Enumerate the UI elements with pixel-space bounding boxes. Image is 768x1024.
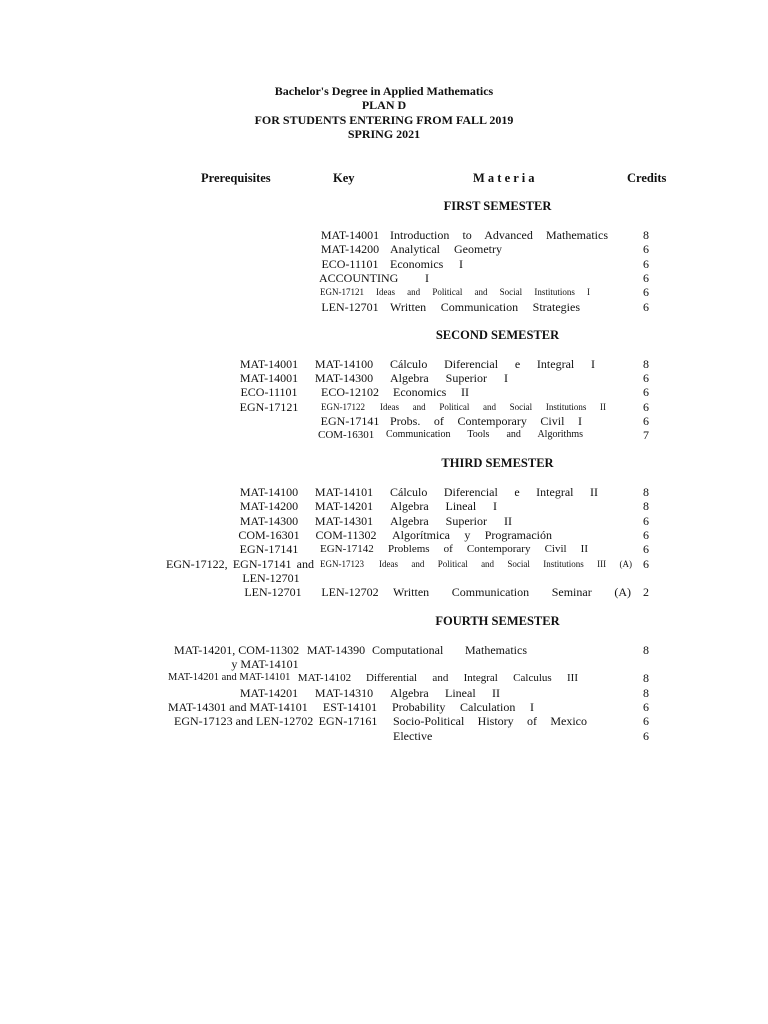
course-key: MAT-14390 <box>306 643 366 657</box>
course-row <box>0 242 768 256</box>
course-credits: 6 <box>643 271 649 285</box>
course-prereq: EGN-17122, EGN-17141 and <box>166 557 314 571</box>
course-key: MAT-14001 <box>320 228 380 242</box>
course-credits: 6 <box>643 385 649 399</box>
course-key: MAT-14101 <box>314 485 374 499</box>
course-prereq: EGN-17121 <box>239 400 299 414</box>
course-row <box>0 385 768 399</box>
course-credits: 8 <box>643 671 649 685</box>
course-title: Ideas and Political and Social Institutions II <box>380 402 606 412</box>
course-row <box>0 400 768 414</box>
course-row <box>0 542 768 556</box>
course-key: LEN-12701 <box>321 300 379 314</box>
course-row <box>0 357 768 371</box>
col-prerequisites: Prerequisites <box>201 171 271 185</box>
course-prereq-continued: y MAT-14101 <box>231 657 299 671</box>
course-credits: 8 <box>643 228 649 242</box>
course-prereq: COM-16301 <box>238 528 300 542</box>
course-title: Elective <box>393 729 433 743</box>
course-row <box>0 729 768 743</box>
course-title: Introduction to Advanced Mathematics <box>390 228 608 242</box>
course-key: EST-14101 <box>322 700 378 714</box>
course-credits: 6 <box>643 714 649 728</box>
course-credits: 6 <box>643 557 649 571</box>
col-materia: M a t e r i a <box>473 171 535 185</box>
course-credits: 6 <box>643 285 649 299</box>
course-credits: 6 <box>643 514 649 528</box>
course-title: Ideas and Political and Social Institutions I <box>376 287 590 297</box>
course-row <box>0 257 768 271</box>
course-row <box>0 643 768 657</box>
course-key: MAT-14300 <box>314 371 374 385</box>
course-title: Algebra Superior I <box>390 371 508 385</box>
course-prereq: MAT-14100 <box>239 485 299 499</box>
course-title: Economics II <box>393 385 469 399</box>
course-credits: 2 <box>643 585 649 599</box>
course-prereq-continued: LEN-12701 <box>242 571 300 585</box>
course-row <box>0 557 768 571</box>
col-credits: Credits <box>627 171 667 185</box>
course-credits: 6 <box>643 400 649 414</box>
course-title: Ideas and Political and Social Institutions III (A) <box>379 559 632 569</box>
course-prereq: MAT-14301 and MAT-14101 <box>168 700 308 714</box>
course-credits: 6 <box>643 371 649 385</box>
course-title: Algebra Lineal I <box>390 499 497 513</box>
course-key: ECO-11101 <box>321 257 379 271</box>
course-row <box>0 585 768 599</box>
course-row <box>0 271 768 285</box>
course-title: Written Communication Strategies <box>390 300 580 314</box>
course-row <box>0 228 768 242</box>
course-prereq: LEN-12701 <box>244 585 302 599</box>
course-credits: 8 <box>643 643 649 657</box>
course-row <box>0 485 768 499</box>
plan-label: PLAN D <box>361 98 407 112</box>
course-prereq: MAT-14201 <box>239 686 299 700</box>
course-row <box>0 528 768 542</box>
course-prereq: MAT-14201, COM-11302 <box>174 643 300 657</box>
course-row <box>0 285 768 299</box>
course-title: Communication Tools and Algorithms <box>386 429 583 440</box>
semester-heading: FOURTH SEMESTER <box>435 614 560 628</box>
course-title: Algorítmica y Programación <box>392 528 552 542</box>
course-key: MAT-14301 <box>314 514 374 528</box>
course-prereq: MAT-14201 and MAT-14101 <box>168 672 291 683</box>
course-credits: 8 <box>643 485 649 499</box>
course-prereq: EGN-17141 <box>239 542 299 556</box>
course-prereq: EGN-17123 and LEN-12702 <box>174 714 314 728</box>
course-title: Socio-Political History of Mexico <box>393 714 587 728</box>
course-row <box>0 714 768 728</box>
course-title: Algebra Lineal II <box>390 686 500 700</box>
course-key: LEN-12702 <box>321 585 379 599</box>
course-prereq: MAT-14001 <box>239 371 299 385</box>
course-title: Algebra Superior II <box>390 514 512 528</box>
course-key: MAT-14200 <box>320 242 380 256</box>
course-title: Economics I <box>390 257 463 271</box>
course-row <box>0 686 768 700</box>
course-key: COM-11302 <box>315 528 377 542</box>
course-prereq: ECO-11101 <box>240 385 298 399</box>
course-credits: 8 <box>643 686 649 700</box>
course-key: EGN-17122 <box>321 402 365 412</box>
course-credits: 6 <box>643 257 649 271</box>
course-credits: 6 <box>643 542 649 556</box>
course-row <box>0 499 768 513</box>
col-key: Key <box>333 171 355 185</box>
document-title: Bachelor's Degree in Applied Mathematics <box>274 84 494 98</box>
course-row <box>0 371 768 385</box>
course-row <box>0 514 768 528</box>
current-term: SPRING 2021 <box>347 127 421 141</box>
course-prereq: MAT-14300 <box>239 514 299 528</box>
course-row <box>0 700 768 714</box>
course-key: EGN-17142 <box>320 543 374 555</box>
course-credits: 6 <box>643 300 649 314</box>
course-credits: 6 <box>643 700 649 714</box>
course-title: Written Communication Seminar (A) <box>393 585 631 599</box>
course-credits: 8 <box>643 499 649 513</box>
course-key: EGN-17123 <box>320 559 364 569</box>
course-key: MAT-14100 <box>314 357 374 371</box>
course-credits: 8 <box>643 357 649 371</box>
course-title: Computational Mathematics <box>372 643 527 657</box>
course-title: Cálculo Diferencial e Integral II <box>390 485 598 499</box>
entry-term: FOR STUDENTS ENTERING FROM FALL 2019 <box>254 113 514 127</box>
course-key: EGN-17121 <box>320 287 364 297</box>
course-key: MAT-14310 <box>314 686 374 700</box>
course-key: MAT-14102 <box>297 672 352 684</box>
course-row <box>0 671 768 685</box>
course-credits: 6 <box>643 414 649 428</box>
course-prereq: MAT-14001 <box>239 357 299 371</box>
course-key: MAT-14201 <box>314 499 374 513</box>
course-title: Probability Calculation I <box>392 700 534 714</box>
course-title: Problems of Contemporary Civil II <box>388 543 588 555</box>
course-key: EGN-17161 <box>318 714 378 728</box>
course-credits: 7 <box>643 428 649 442</box>
course-title: Differential and Integral Calculus III <box>366 672 578 684</box>
course-title: Analytical Geometry <box>390 242 502 256</box>
semester-heading: SECOND SEMESTER <box>435 328 560 342</box>
course-credits: 6 <box>643 729 649 743</box>
course-credits: 6 <box>643 528 649 542</box>
course-key: COM-16301 <box>318 429 375 441</box>
semester-heading: THIRD SEMESTER <box>441 456 554 470</box>
course-prereq: MAT-14200 <box>239 499 299 513</box>
course-row <box>0 428 768 442</box>
course-key: ACCOUNTING I <box>319 271 429 285</box>
semester-heading: FIRST SEMESTER <box>443 199 552 213</box>
course-title: Probs. of Contemporary Civil I <box>390 414 582 428</box>
course-row <box>0 300 768 314</box>
course-row <box>0 414 768 428</box>
course-credits: 6 <box>643 242 649 256</box>
course-key: ECO-12102 <box>321 385 379 399</box>
course-key: EGN-17141 <box>320 414 380 428</box>
course-title: Cálculo Diferencial e Integral I <box>390 357 595 371</box>
